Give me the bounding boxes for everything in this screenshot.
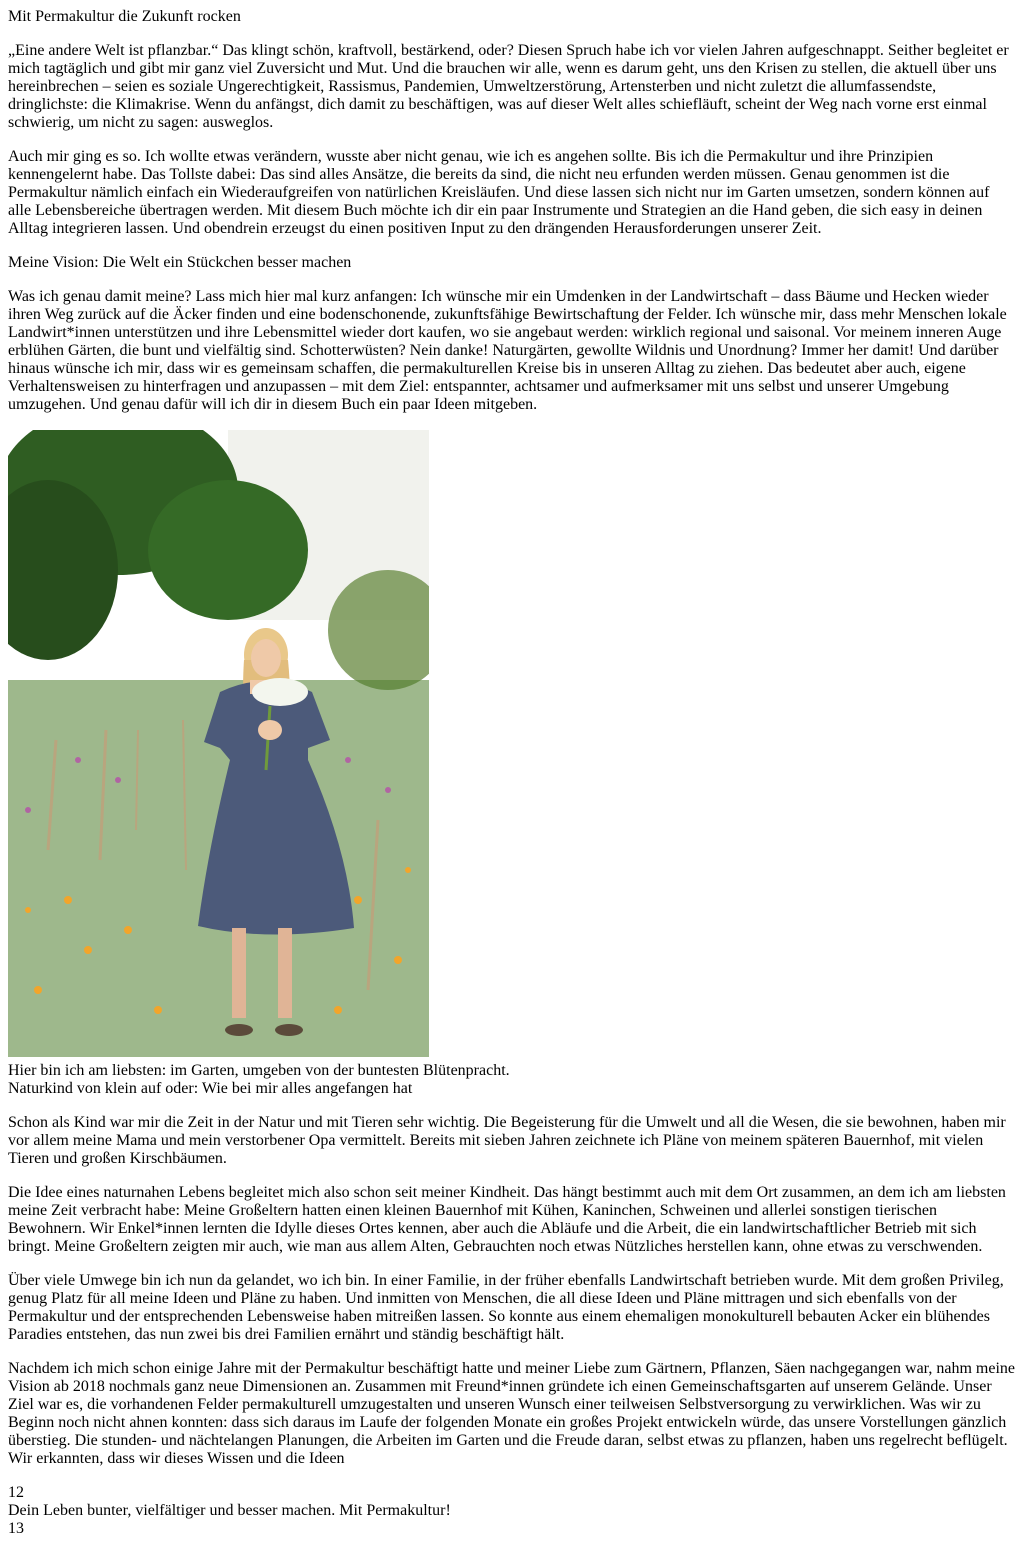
- heading-text: Mit Permakultur die Zukunft rocken: [8, 8, 241, 25]
- section-body-vision: [8, 288, 1016, 414]
- page-number-right: 13: [8, 1520, 24, 1537]
- paragraph: Nachdem ich mich schon einige Jahre mit der Permakultur beschäftigt hatte und meiner Liebe zum Gärtnern, Pflanzen, Säen nachgegangen war, nahm meine Vision ab 2018 nochmals ganz neue Dimensionen an. Zusammen mit Freund*innen gründete ich einen Gemeinschaftsgarten auf unserem Gelände. Unser Ziel war es, die vorhandenen Felder permakulturell umzugestalten und unseren Wunsch einer teilweisen Selbstversorgung zu verwirklichen. Was wir zu Beginn noch nicht ahnen konnten: dass sich daraus im Laufe der folgenden Monate ein großes Projekt entwickeln würde, das unsere Vorstellungen gänzlich überstieg. Die stunden- und nächtelangen Planungen, die Arbeiten im Garten und die Freude daran, selbst etwas zu pflanzen, haben uns regelrecht beflügelt. Wir erkannten, dass wir dieses Wissen und die Ideen: [8, 1360, 1015, 1467]
- heading-text-line1: Naturkind von klein auf oder:: [8, 1080, 199, 1097]
- page-number-left: 12: [8, 1484, 24, 1501]
- section-heading-naturkind: [8, 1080, 1016, 1098]
- paragraph: Die Idee eines naturnahen Lebens begleitet mich also schon seit meiner Kindheit. Das hängt bestimmt auch mit dem Ort zusammen, an dem ich am liebsten meine Zeit verbracht habe: Meine Großeltern hatten einen kleinen Bauernhof mit Kühen, Kaninchen, Schweinen und allerlei sonstigen tierischen Bewohnern. Wir Enkel*innen lernten die Idylle dieses Ortes kennen, aber auch die Abläufe und die Arbeit, die ein landwirtschaftlicher Betrieb mit sich bringt. Meine Großeltern zeigten mir auch, wie man aus allem Alten, Gebrauchten noch etwas Nützliches herstellen kann, ohne etwas zu verschwenden.: [8, 1184, 1006, 1255]
- photo-illustration: [8, 430, 429, 1057]
- heading-text-line2: Wie bei mir alles angefangen hat: [201, 1080, 413, 1097]
- heading-text-line2: Stückchen besser machen: [186, 254, 352, 271]
- photo-caption: Hier bin ich am liebsten: im Garten, umgeben von der buntesten Blütenpracht.: [8, 1062, 510, 1079]
- paragraph: „Eine andere Welt ist pflanzbar.“ Das klingt schön, kraftvoll, bestärkend, oder? Diesen Spruch habe ich vor vielen Jahren aufgeschnappt. Seither begleitet er mich tagtäglich und gibt mir ganz viel Zuversicht und Mut. Und die brauchen wir alle, wenn es darum geht, uns den Krisen zu stellen, die aktuell über uns hereinbrechen – seien es soziale Ungerechtigkeit, Rassismus, Pandemien, Umweltzerstörung, Artensterben und nicht zuletzt die allumfassendste, dringlichste: die Klimakrise. Wenn du anfängst, dich damit zu beschäftigen, was auf dieser Welt alles schiefläuft, scheint der Weg nach vorne erst einmal schwierig, um nicht zu sagen: ausweglos.: [8, 42, 1009, 131]
- section-heading-permakultur: [8, 8, 1016, 26]
- right-column: [8, 1080, 1016, 1468]
- section-body-permakultur: [8, 42, 1016, 238]
- running-footer-title: Dein Leben bunter, vielfältiger und besser machen. Mit Permakultur!: [8, 1502, 451, 1519]
- garden-photo: [8, 430, 1016, 1062]
- heading-text-line1: Meine Vision: Die Welt ein: [8, 254, 183, 271]
- paragraph: Über viele Umwege bin ich nun da gelandet, wo ich bin. In einer Familie, in der früher ebenfalls Landwirtschaft betrieben wurde. Mit dem großen Privileg, genug Platz für all meine Ideen und Pläne zu haben. Und inmitten von Menschen, die all diese Ideen und Pläne mittragen und sich ebenfalls von der Permakultur und der entsprechenden Lebensweise haben mitreißen lassen. So konnte aus einem ehemaligen monokulturell bebauten Acker ein blühendes Paradies entstehen, das nun zwei bis drei Familien ernährt und ständig beschäftigt hält.: [8, 1272, 1004, 1343]
- section-heading-vision: [8, 254, 1016, 272]
- paragraph: Was ich genau damit meine? Lass mich hier mal kurz anfangen: Ich wünsche mir ein Umdenken in der Landwirtschaft – dass Bäume und Hecken wieder ihren Weg zurück auf die Äcker finden und eine bodenschonende, zukunftsfähige Bewirtschaftung der Felder. Ich wünsche mir, dass mehr Menschen lokale Landwirt*innen unterstützen und ihre Lebensmittel wieder dort kaufen, wo sie angebaut werden: wirklich regional und saisonal. Vor meinem inneren Auge erblühen Gärten, die bunt und vielfältig sind. Schotterwüsten? Nein danke! Naturgärten, gewollte Wildnis und Unordnung? Immer her damit! Und darüber hinaus wünsche ich mir, dass wir es gemeinsam schaffen, die permakulturellen Kreise bis in unseren Alltag zu ziehen. Das bedeutet aber auch, eigene Verhaltensweisen zu hinterfragen und anzupassen – mit dem Ziel: entspannter, achtsamer und aufmerksamer mit uns selbst und unserer Umgebung umzugehen. Und genau dafür will ich dir in diesem Buch ein paar Ideen mitgeben.: [8, 288, 1007, 413]
- section-body-naturkind: [8, 1114, 1016, 1468]
- paragraph: Auch mir ging es so. Ich wollte etwas verändern, wusste aber nicht genau, wie ich es angehen sollte. Bis ich die Permakultur und ihre Prinzipien kennengelernt habe. Das Tollste dabei: Das sind alles Ansätze, die bereits da sind, die nicht neu erfunden werden müssen. Genau genommen ist die Permakultur nämlich einfach ein Wiederaufgreifen von natürlichen Kreisläufen. Und diese lassen sich nicht nur im Garten umsetzen, sondern können auf alle Lebensbereiche übertragen werden. Mit diesem Buch möchte ich dir ein paar Instrumente und Strategien an die Hand geben, die sich easy in deinen Alltag integrieren lassen. Und obendrein erzeugst du einen positiven Input zu den drängenden Herausforderungen unserer Zeit.: [8, 148, 990, 237]
- left-column: [8, 8, 1016, 414]
- paragraph: Schon als Kind war mir die Zeit in der Natur und mit Tieren sehr wichtig. Die Begeisterung für die Umwelt und all die Wesen, die sie bewohnen, haben mir vor allem meine Mama und mein verstorbener Opa vermittelt. Bereits mit sieben Jahren zeichnete ich Pläne von meinem späteren Bauernhof, mit vielen Tieren und großen Kirschbäumen.: [8, 1114, 1006, 1167]
